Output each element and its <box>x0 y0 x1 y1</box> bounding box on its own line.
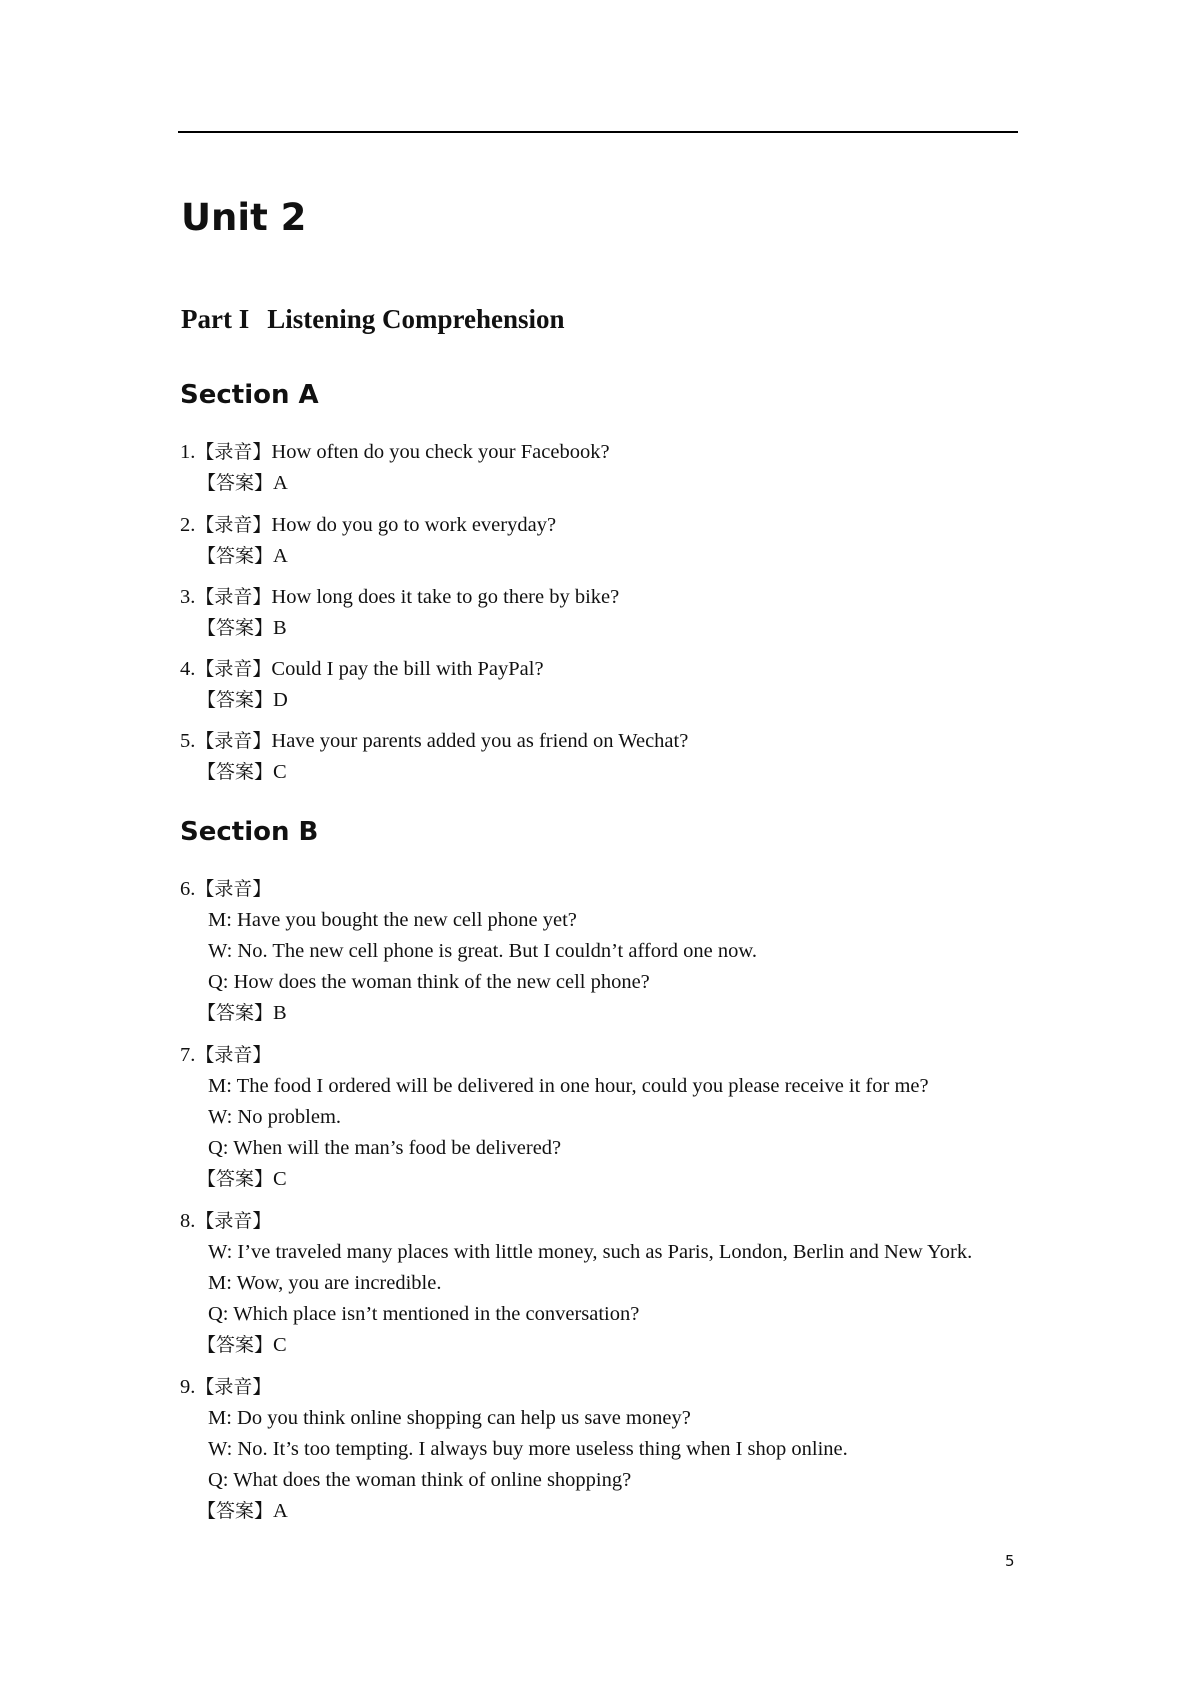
dialog-line: M: The food I ordered will be delivered in one hour, could you please receive it for me? <box>208 1075 929 1097</box>
dialog-item-9 <box>180 1372 848 1527</box>
dialog-item-7 <box>180 1040 929 1195</box>
answer-tag: 【答案】 <box>197 617 274 639</box>
recording-tag: 【录音】 <box>195 441 272 463</box>
dialog-line: M: Have you bought the new cell phone yet? <box>208 909 577 931</box>
recording-tag: 【录音】 <box>195 1044 272 1066</box>
answer-tag: 【答案】 <box>197 761 274 783</box>
item-number: 4. <box>180 658 196 680</box>
section-a-title: Section A <box>180 380 319 410</box>
question-item-5 <box>180 726 688 788</box>
answer-tag: 【答案】 <box>197 1334 274 1356</box>
answer-value: C <box>273 761 287 783</box>
question-text: How often do you check your Facebook? <box>271 441 610 463</box>
header-rule <box>178 131 1018 133</box>
dialog-item-6 <box>180 874 757 1029</box>
dialog-line: Q: How does the woman think of the new cell phone? <box>208 971 650 993</box>
dialog-line: Q: When will the man’s food be delivered? <box>208 1137 562 1159</box>
answer-value: B <box>273 1002 287 1024</box>
recording-tag: 【录音】 <box>195 514 272 536</box>
recording-tag: 【录音】 <box>195 586 272 608</box>
recording-tag: 【录音】 <box>195 878 272 900</box>
dialog-item-8 <box>180 1206 972 1361</box>
answer-tag: 【答案】 <box>197 472 274 494</box>
answer-value: A <box>273 472 288 494</box>
answer-value: C <box>273 1334 287 1356</box>
part-label: Part I <box>181 304 250 334</box>
question-text: Could I pay the bill with PayPal? <box>271 658 544 680</box>
section-b-title: Section B <box>180 817 319 847</box>
question-text: How long does it take to go there by bike? <box>271 586 620 608</box>
answer-tag: 【答案】 <box>197 1168 274 1190</box>
dialog-line: W: No problem. <box>208 1106 342 1128</box>
answer-tag: 【答案】 <box>197 1500 274 1522</box>
item-number: 3. <box>180 586 196 608</box>
recording-tag: 【录音】 <box>195 658 272 680</box>
dialog-line: W: No. The new cell phone is great. But I couldn’t afford one now. <box>208 940 757 962</box>
dialog-line: W: No. It’s too tempting. I always buy more useless thing when I shop online. <box>208 1438 848 1460</box>
dialog-line: M: Do you think online shopping can help us save money? <box>208 1407 691 1429</box>
question-item-1 <box>180 437 610 499</box>
page-number: 5 <box>1005 1552 1015 1570</box>
question-item-2 <box>180 510 556 572</box>
answer-value: D <box>273 689 288 711</box>
unit-title: Unit 2 <box>181 196 307 239</box>
answer-tag: 【答案】 <box>197 1002 274 1024</box>
answer-value: B <box>273 617 287 639</box>
part-title: Listening Comprehension <box>267 304 565 334</box>
answer-tag: 【答案】 <box>197 545 274 567</box>
question-item-4 <box>180 654 544 716</box>
question-text: Have your parents added you as friend on Wechat? <box>271 730 689 752</box>
item-number: 9. <box>180 1376 196 1398</box>
dialog-line: Q: Which place isn’t mentioned in the conversation? <box>208 1303 640 1325</box>
answer-tag: 【答案】 <box>197 689 274 711</box>
answer-value: C <box>273 1168 287 1190</box>
item-number: 1. <box>180 441 196 463</box>
item-number: 6. <box>180 878 196 900</box>
item-number: 7. <box>180 1044 196 1066</box>
dialog-line: Q: What does the woman think of online shopping? <box>208 1469 632 1491</box>
recording-tag: 【录音】 <box>195 1376 272 1398</box>
dialog-line: M: Wow, you are incredible. <box>208 1272 442 1294</box>
answer-value: A <box>273 545 288 567</box>
item-number: 2. <box>180 514 196 536</box>
recording-tag: 【录音】 <box>195 730 272 752</box>
question-item-3 <box>180 582 619 644</box>
dialog-line: W: I’ve traveled many places with little money, such as Paris, London, Berlin and New York. <box>208 1241 973 1263</box>
question-text: How do you go to work everyday? <box>271 514 557 536</box>
recording-tag: 【录音】 <box>195 1210 272 1232</box>
answer-value: A <box>273 1500 288 1522</box>
part-heading <box>181 302 565 336</box>
item-number: 5. <box>180 730 196 752</box>
item-number: 8. <box>180 1210 196 1232</box>
